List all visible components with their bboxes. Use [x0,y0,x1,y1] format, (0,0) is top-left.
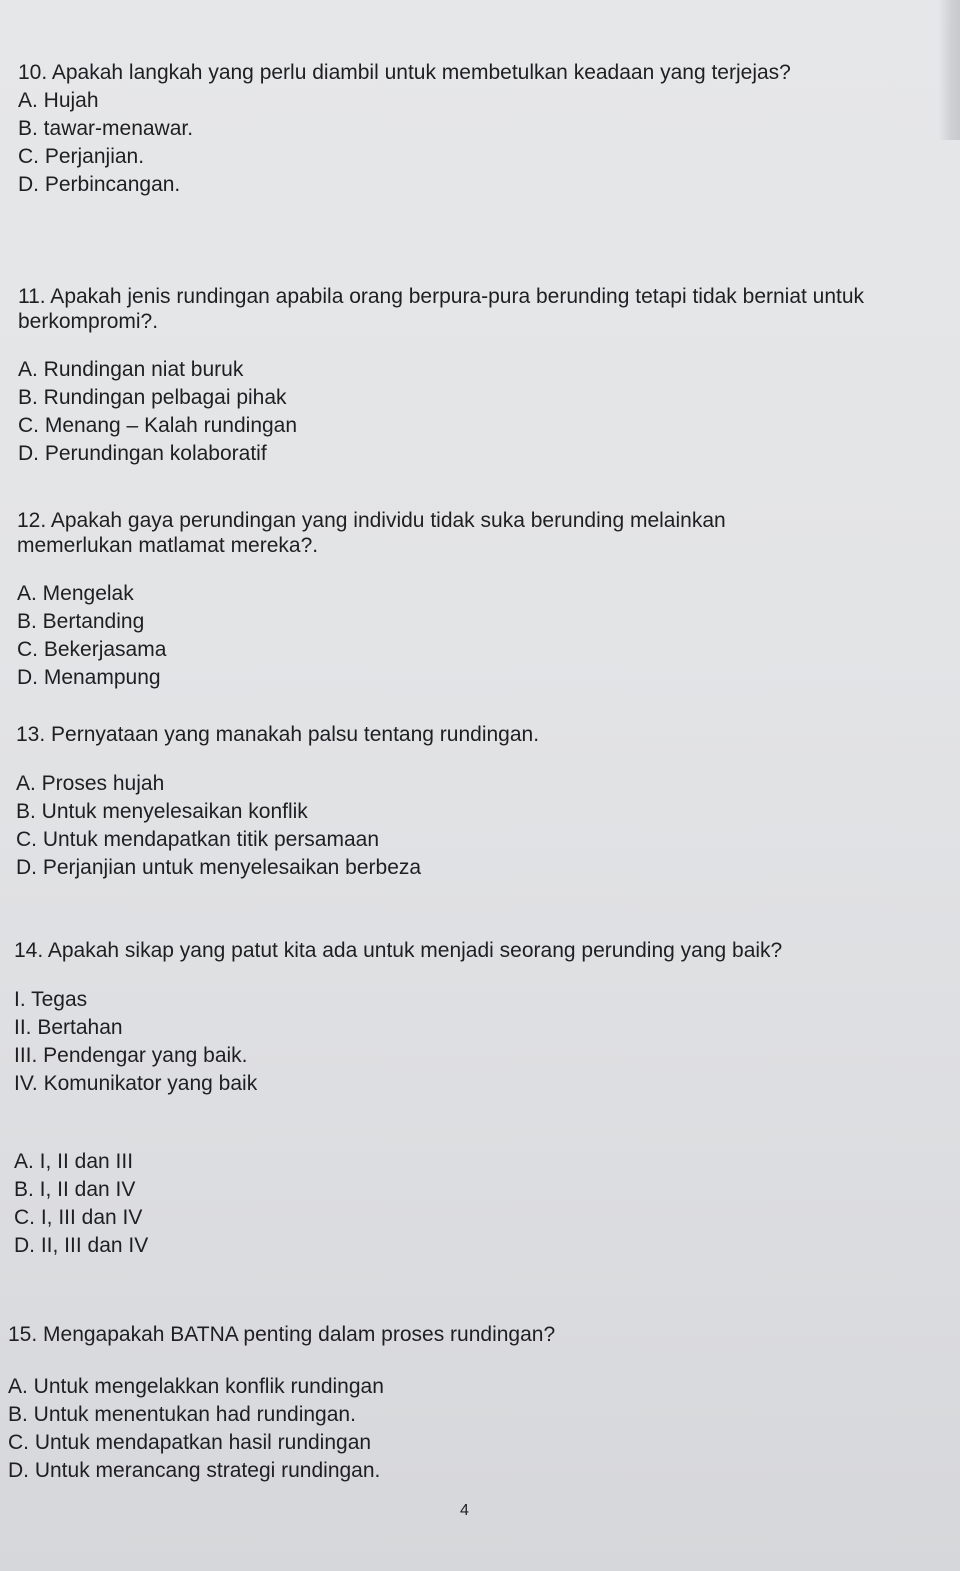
question-11 [18,284,943,468]
question-text: 10. Apakah langkah yang perlu diambil untuk membetulkan keadaan yang terjejas? [18,61,791,84]
page-number: 4 [460,1502,469,1519]
question-10 [18,60,958,199]
option-c: C. Untuk mendapatkan titik persamaan [16,828,380,851]
question-text: 11. Apakah jenis rundingan apabila orang berpura-pura berunding tetapi tidak berniat untuk berkompromi?. [18,285,865,333]
option-a: A. Rundingan niat buruk [18,358,244,381]
question-12 [17,508,847,692]
option-a: A. I, II dan III [14,1150,134,1173]
option-d: D. Untuk merancang strategi rundingan. [8,1459,381,1482]
option-a: A. Hujah [18,89,99,112]
question-14 [14,938,954,1260]
option-b: B. tawar-menawar. [18,117,194,140]
question-15 [8,1322,948,1485]
option-c: C. Perjanjian. [18,145,145,168]
option-a: A. Proses hujah [16,772,165,795]
option-a: A. Untuk mengelakkan konflik rundingan [8,1375,384,1398]
option-b: B. Untuk menentukan had rundingan. [8,1403,356,1426]
option-d: D. Menampung [17,666,161,689]
option-b: B. Bertanding [17,610,145,633]
option-c: C. Untuk mendapatkan hasil rundingan [8,1431,372,1454]
option-d: D. Perundingan kolaboratif [18,442,267,465]
question-text: 13. Pernyataan yang manakah palsu tentang rundingan. [16,723,540,746]
option-b: B. Untuk menyelesaikan konflik [16,800,308,823]
option-c: C. Menang – Kalah rundingan [18,414,298,437]
option-d: D. Perbincangan. [18,173,181,196]
option-b: B. Rundingan pelbagai pihak [18,386,287,409]
question-13 [16,722,956,882]
question-text: 15. Mengapakah BATNA penting dalam proses rundingan? [8,1323,556,1346]
option-b: B. I, II dan IV [14,1178,136,1201]
option-c: C. Bekerjasama [17,638,167,661]
option-c: C. I, III dan IV [14,1206,143,1229]
option-a: A. Mengelak [17,582,134,605]
statement-i: I. Tegas [14,988,88,1011]
question-text: 14. Apakah sikap yang patut kita ada untuk menjadi seorang perunding yang baik? [14,939,783,962]
option-d: D. Perjanjian untuk menyelesaikan berbeza [16,856,422,879]
statement-iv: IV. Komunikator yang baik [14,1072,258,1095]
question-text: 12. Apakah gaya perundingan yang individu tidak suka berunding melainkan memerlukan matlamat mereka?. [17,509,726,557]
statement-list [14,986,954,1098]
option-d: D. II, III dan IV [14,1234,149,1257]
statement-iii: III. Pendengar yang baik. [14,1044,248,1067]
statement-ii: II. Bertahan [14,1016,123,1039]
